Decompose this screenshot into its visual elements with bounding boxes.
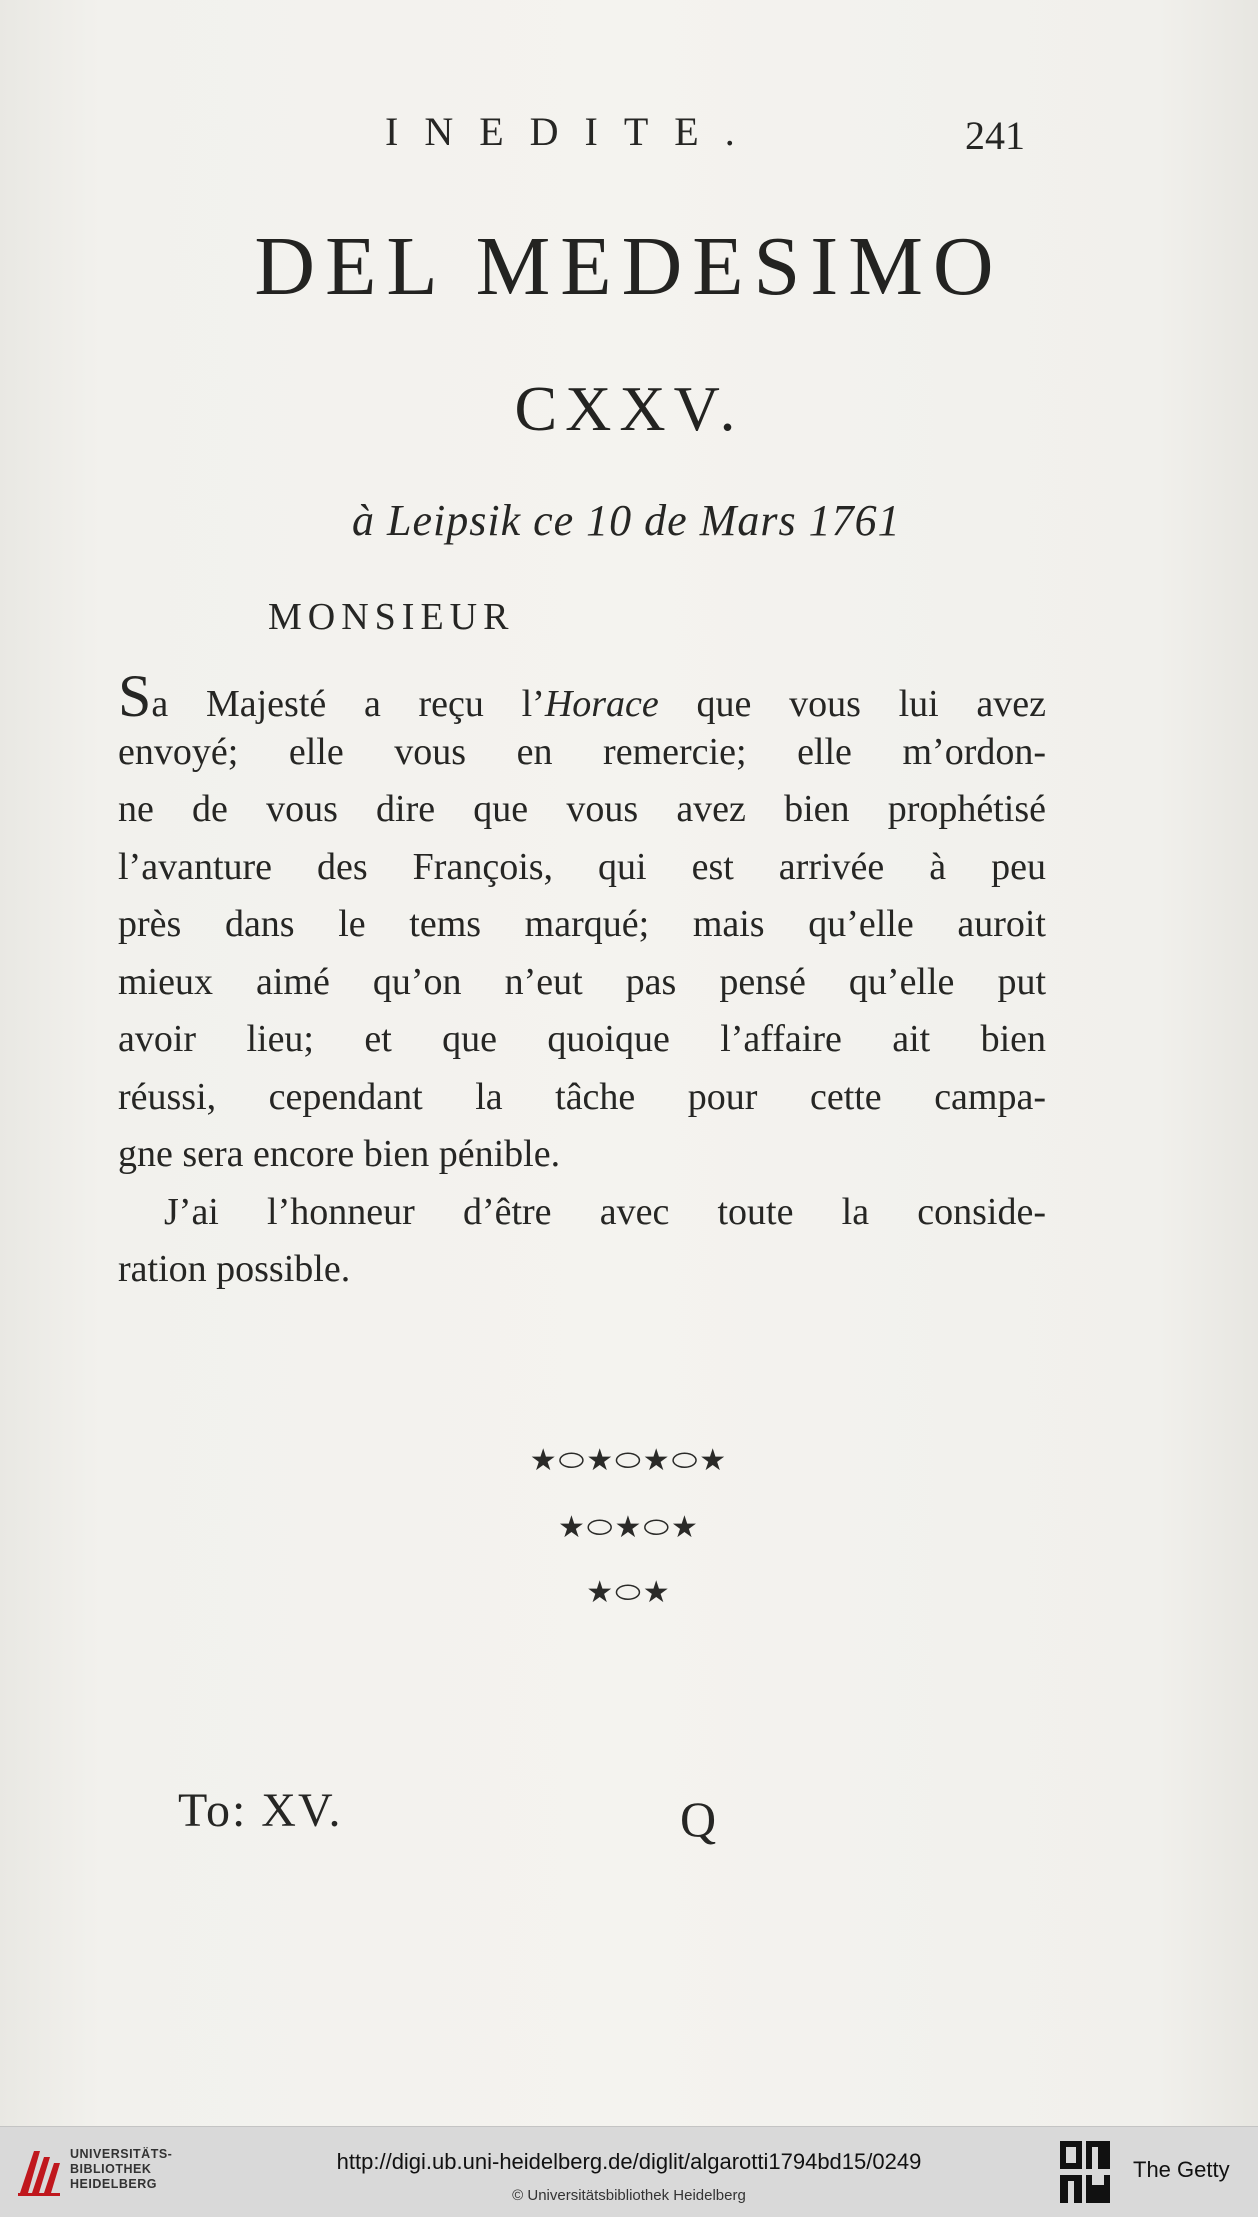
getty-logo-icon — [1058, 2139, 1112, 2205]
page-number: 241 — [965, 113, 1025, 158]
body-line-11: ration possible. — [118, 1248, 351, 1290]
drop-cap: S — [118, 663, 152, 729]
gathering-mark: Q — [680, 1791, 717, 1847]
body-line-2: envoyé; elle vous en remercie; elle m’ordon- — [118, 730, 1046, 773]
letter-body — [118, 663, 1046, 1299]
library-name-line-1: UNIVERSITÄTS- — [70, 2147, 173, 2161]
library-name-line-2: BIBLIOTHEK — [70, 2162, 152, 2176]
ornament-row-1: ★⬭★⬭★⬭★ — [529, 1443, 729, 1478]
body-line-8: réussi, cependant la tâche pour cette campa- — [118, 1075, 1046, 1118]
copyright-notice: © Universitätsbibliothek Heidelberg — [512, 2187, 746, 2204]
body-line-6: mieux aimé qu’on n’eut pas pensé qu’elle put — [118, 960, 1046, 1003]
letter-salutation: MONSIEUR — [268, 596, 515, 638]
viewer-footer — [0, 2126, 1258, 2217]
letter-number: CXXV. — [514, 373, 744, 444]
permalink-url[interactable]: http://digi.ub.uni-heidelberg.de/diglit/algarotti1794bd15/0249 — [336, 2149, 922, 2174]
body-line-7: avoir lieu; et que quoique l’affaire ait bien — [118, 1018, 1046, 1060]
letter-heading: DEL MEDESIMO — [254, 220, 1004, 313]
ornament-row-3: ★⬭★ — [586, 1575, 672, 1610]
library-name-line-3: HEIDELBERG — [70, 2177, 157, 2191]
body-line-5: près dans le tems marqué; mais qu’elle auroit — [118, 903, 1046, 945]
running-head-title: INEDITE. — [385, 109, 761, 154]
body-line-10: J’ai l’honneur d’être avec toute la conside- — [164, 1190, 1046, 1233]
letter-dateline: à Leipsik ce 10 de Mars 1761 — [352, 496, 901, 545]
body-line-4: l’avanture des François, qui est arrivée à peu — [118, 845, 1046, 888]
ornament-row-2: ★⬭★⬭★ — [558, 1510, 700, 1545]
body-line-3: ne de vous dire que vous avez bien prophétisé — [118, 788, 1046, 830]
italic-title: Horace — [544, 683, 659, 725]
partner-name: The Getty — [1133, 2157, 1230, 2182]
body-line-1: Sa Majesté a reçu l’Horace que vous lui avez — [118, 663, 1046, 729]
volume-signature: To: XV. — [178, 1784, 343, 1837]
body-line-9: gne sera encore bien pénible. — [118, 1133, 561, 1175]
